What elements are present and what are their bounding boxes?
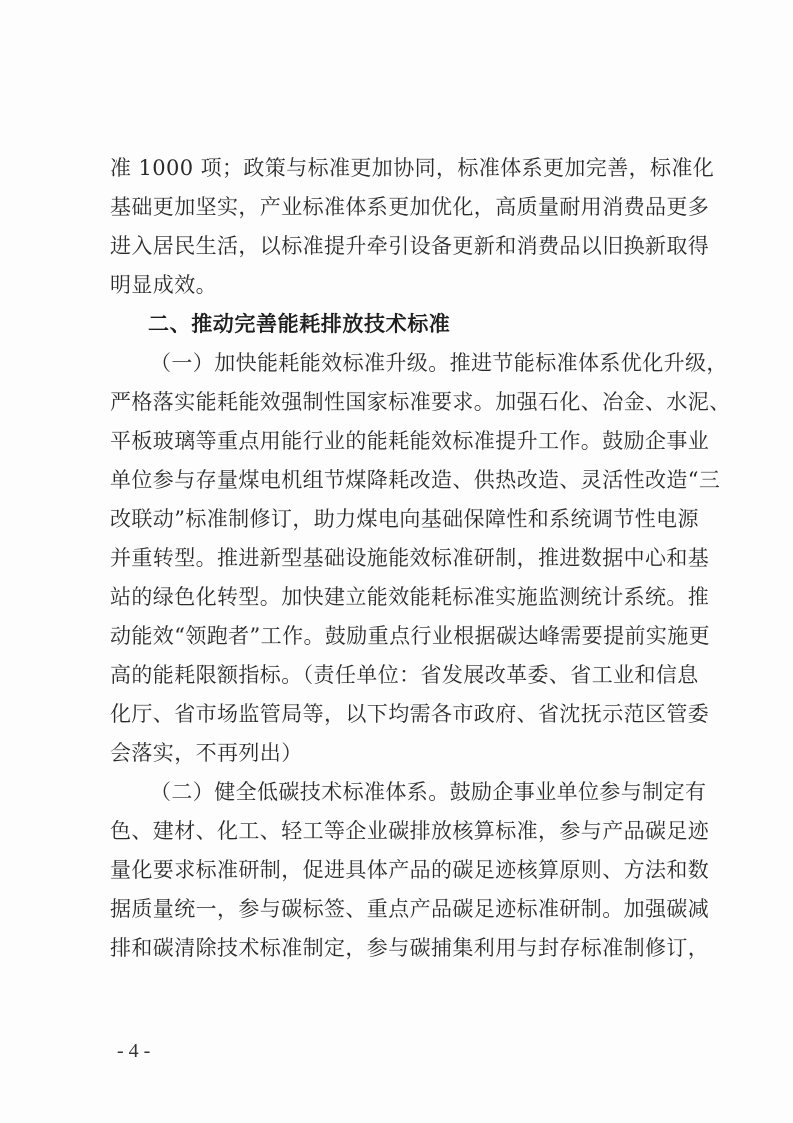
text-line: 并重转型。推进新型基础设施能效标准研制，推进数据中心和基 (110, 546, 710, 570)
subsection-2-paragraph (110, 773, 710, 968)
text-line: 准 1000 项；政策与标准更加协同，标准体系更加完善，标准化 (110, 156, 715, 180)
text-line: 高的能耗限额指标。（责任单位：省发展改革委、省工业和信息 (110, 663, 699, 687)
text-line: 动能效“领跑者”工作。鼓励重点行业根据碳达峰需要提前实施更 (110, 624, 711, 648)
subsection-2-first-line: （二）健全低碳技术标准体系。鼓励企事业单位参与制定有 (150, 780, 707, 804)
text-line: 色、建材、化工、轻工等企业碳排放核算标准，参与产品碳足迹 (110, 819, 710, 843)
text-line: 据质量统一，参与碳标签、重点产品碳足迹标准研制。加强碳减 (110, 897, 710, 921)
text-line: 会落实，不再列出） (110, 741, 303, 765)
text-line: 进入居民生活，以标准提升牵引设备更新和消费品以旧换新取得 (110, 234, 710, 258)
text-line: 站的绿色化转型。加快建立能效能耗标准实施监测统计系统。推 (110, 585, 710, 609)
text-line: 改联动”标准制修订，助力煤电向基础保障性和系统调节性电源 (110, 507, 699, 531)
page-number: - 4 - (117, 1040, 151, 1062)
subsection-1-first-line: （一）加快能耗能效标准升级。推进节能标准体系优化升级， (150, 351, 728, 375)
text-line: 平板玻璃等重点用能行业的能耗能效标准提升工作。鼓励企事业 (110, 429, 710, 453)
text-line: 基础更加坚实，产业标准体系更加优化，高质量耐用消费品更多 (110, 195, 710, 219)
document-body (110, 149, 731, 968)
text-line: 单位参与存量煤电机组节煤降耗改造、供热改造、灵活性改造“三 (110, 468, 721, 492)
text-line: 排和碳清除技术标准制定，参与碳捕集利用与封存标准制修订， (110, 936, 710, 960)
section-heading: 二、推动完善能耗排放技术标准 (148, 312, 451, 336)
text-line: 量化要求标准研制，促进具体产品的碳足迹核算原则、方法和数 (110, 858, 710, 882)
text-line: 明显成效。 (110, 273, 217, 297)
text-line: 严格落实能耗能效强制性国家标准要求。加强石化、冶金、水泥、 (110, 390, 731, 414)
paragraph-continuation (110, 149, 715, 305)
subsection-1-paragraph (110, 344, 731, 773)
text-line: 化厅、省市场监管局等，以下均需各市政府、省沈抚示范区管委 (110, 702, 710, 726)
